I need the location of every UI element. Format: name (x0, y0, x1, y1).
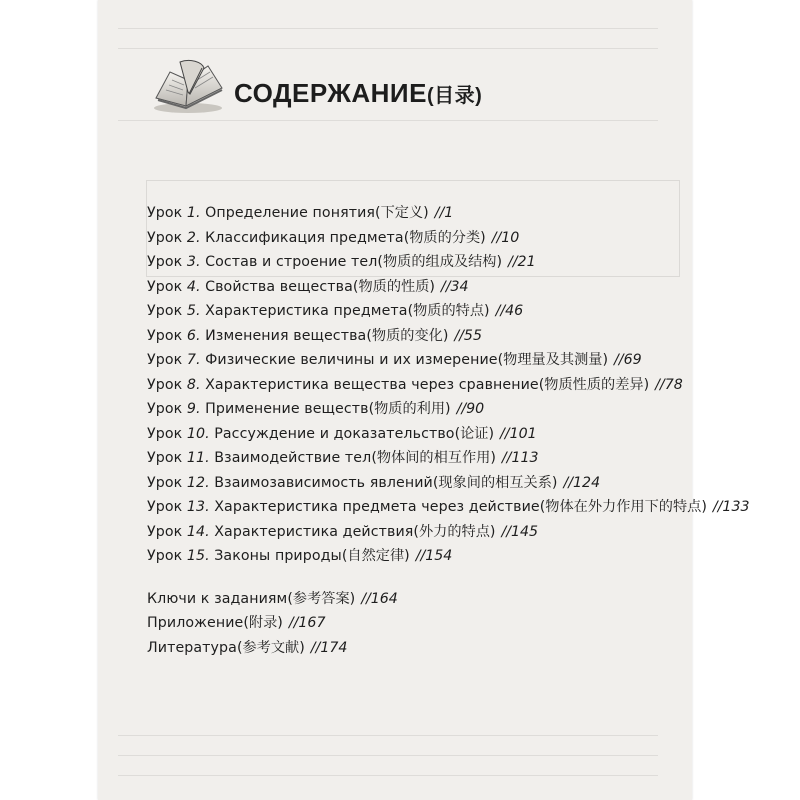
page-number: //34 (440, 278, 469, 295)
page-number: //113 (501, 450, 539, 466)
lesson-number: 13. (186, 499, 210, 515)
lesson-title: Взаимодействие тел (214, 450, 372, 466)
page-number: //101 (500, 425, 537, 442)
bleed-through-line (118, 28, 658, 29)
page-title (234, 78, 482, 109)
appendix-title: Литература (147, 639, 237, 656)
lesson-title: Свойства вещества (205, 278, 353, 295)
toc-entry[interactable] (147, 375, 687, 400)
open-book-quill-icon (150, 58, 226, 114)
lesson-number: 9. (186, 401, 201, 417)
bleed-through-line (118, 120, 658, 121)
toc-entry[interactable] (147, 473, 687, 498)
lesson-title-cn: (物质的利用) (368, 401, 451, 417)
lesson-title: Изменения вещества (205, 327, 367, 344)
lesson-prefix: Урок (147, 450, 183, 466)
lesson-title: Взаимозависимость явлений (214, 474, 433, 491)
lesson-title: Характеристика действия (214, 523, 414, 540)
lesson-prefix: Урок (147, 401, 183, 417)
toc-entry[interactable] (147, 203, 687, 228)
lesson-prefix: Урок (147, 499, 183, 515)
lesson-prefix: Урок (147, 229, 183, 246)
lesson-title: Классификация предмета (205, 229, 404, 246)
lesson-prefix: Урок (147, 278, 183, 295)
page-number: //78 (655, 376, 683, 393)
lesson-prefix: Урок (147, 548, 183, 564)
lesson-prefix: Урок (147, 376, 183, 393)
lesson-title: Определение понятия (205, 205, 376, 221)
lesson-title: Рассуждение и доказательство (214, 425, 455, 442)
toc-entry[interactable] (147, 448, 687, 473)
lesson-title-cn: (物质的组成及结构) (377, 254, 502, 270)
lesson-prefix: Урок (147, 425, 183, 442)
page-number: //154 (415, 548, 453, 564)
appendix-title-cn: (参考答案) (287, 590, 356, 607)
appendix-title: Приложение (147, 615, 244, 631)
appendix-title-cn: (参考文献) (236, 639, 305, 656)
lesson-number: 1. (186, 205, 201, 221)
lesson-title: Применение веществ (205, 401, 369, 417)
lesson-title-cn: (物质的变化) (366, 327, 449, 344)
toc-entry[interactable] (147, 277, 687, 302)
toc-entry[interactable] (147, 589, 687, 614)
lesson-prefix: Урок (147, 352, 183, 368)
page-title-main: СОДЕРЖАНИЕ (234, 78, 427, 108)
lesson-number: 10. (186, 425, 210, 442)
toc-entry[interactable] (147, 350, 687, 375)
page-number: //55 (454, 327, 482, 344)
lesson-title-cn: (现象间的相互关系) (432, 474, 558, 491)
table-of-contents (147, 203, 750, 662)
lesson-list (147, 203, 750, 571)
lesson-number: 11. (186, 450, 210, 466)
lesson-title-cn: (外力的特点) (413, 523, 496, 540)
lesson-title-cn: (物质的性质) (352, 278, 435, 295)
lesson-title: Характеристика вещества через сравнение (205, 376, 539, 393)
lesson-number: 5. (186, 303, 201, 319)
page-number: //174 (310, 639, 348, 656)
lesson-number: 7. (186, 352, 201, 368)
appendix-title-cn: (附录) (243, 615, 283, 631)
lesson-number: 4. (186, 278, 201, 295)
lesson-title-cn: (物体间的相互作用) (371, 450, 496, 466)
lesson-title-cn: (自然定律) (341, 548, 410, 564)
toc-entry[interactable] (147, 399, 687, 424)
lesson-prefix: Урок (147, 327, 183, 344)
page-header (150, 58, 610, 118)
toc-entry[interactable] (147, 638, 687, 663)
page-number: //167 (288, 615, 326, 631)
lesson-number: 15. (186, 548, 210, 564)
lesson-title: Состав и строение тел (205, 254, 378, 270)
lesson-prefix: Урок (147, 474, 183, 491)
page-number: //10 (491, 229, 520, 246)
lesson-number: 12. (186, 474, 210, 491)
lesson-number: 2. (186, 229, 201, 246)
lesson-prefix: Урок (147, 303, 183, 319)
page-number: //164 (361, 590, 398, 607)
page-title-cn: (目录) (426, 85, 483, 107)
page-number: //1 (434, 205, 454, 221)
lesson-title-cn: (物质性质的差异) (538, 376, 650, 393)
section-gap (147, 571, 687, 589)
lesson-title-cn: (物质的分类) (403, 229, 486, 246)
bleed-through-line (118, 735, 658, 736)
toc-entry[interactable] (147, 546, 687, 571)
page-number: //46 (495, 303, 524, 319)
bleed-through-line (118, 755, 658, 756)
lesson-prefix: Урок (147, 254, 183, 270)
lesson-number: 8. (186, 376, 201, 393)
lesson-prefix: Урок (147, 205, 183, 221)
toc-entry[interactable] (147, 424, 687, 449)
toc-entry[interactable] (147, 228, 687, 253)
appendix-title: Ключи к заданиям (147, 590, 288, 607)
page-number: //69 (614, 352, 642, 368)
page-number: //124 (563, 474, 601, 491)
toc-entry[interactable] (147, 522, 687, 547)
page-number: //21 (508, 254, 536, 270)
page-number: //145 (501, 523, 539, 540)
toc-entry[interactable] (147, 613, 687, 638)
lesson-title: Характеристика предмета через действие (214, 499, 540, 515)
lesson-title-cn: (物质的特点) (407, 303, 490, 319)
lesson-number: 14. (186, 523, 210, 540)
page-number: //133 (712, 499, 750, 515)
page-number: //90 (456, 401, 485, 417)
lesson-title: Законы природы (214, 548, 342, 564)
lesson-title: Физические величины и их измерение (205, 352, 498, 368)
toc-entry[interactable] (147, 326, 687, 351)
appendix-list (147, 589, 687, 663)
toc-entry[interactable] (147, 252, 687, 277)
lesson-title-cn: (物理量及其测量) (497, 352, 609, 368)
lesson-number: 3. (186, 254, 201, 270)
lesson-title-cn: (物体在外力作用下的特点) (539, 499, 707, 515)
lesson-number: 6. (186, 327, 201, 344)
bleed-through-line (118, 48, 658, 49)
lesson-prefix: Урок (147, 523, 183, 540)
lesson-title-cn: (论证) (454, 425, 495, 442)
toc-entry[interactable] (147, 301, 687, 326)
lesson-title: Характеристика предмета (205, 303, 408, 319)
toc-entry[interactable] (147, 497, 750, 522)
lesson-title-cn: (下定义) (375, 205, 429, 221)
bleed-through-line (118, 775, 658, 776)
